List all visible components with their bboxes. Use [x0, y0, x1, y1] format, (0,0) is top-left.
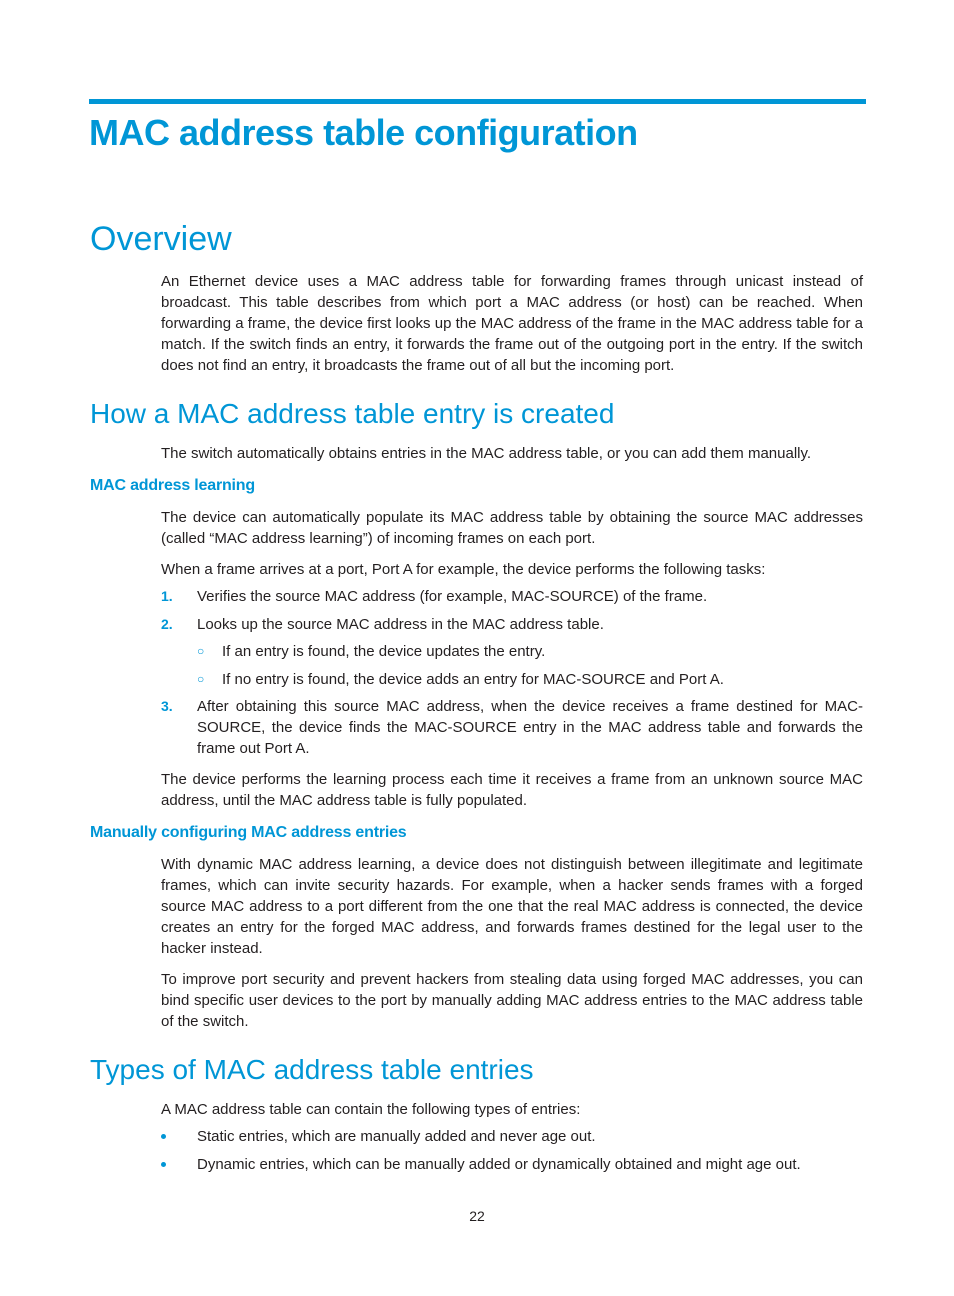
step-number: 1. — [161, 588, 173, 604]
circle-bullet-icon: ○ — [197, 672, 205, 686]
list-item — [161, 614, 863, 635]
list-item — [161, 696, 863, 759]
bullet-icon — [161, 1134, 166, 1139]
overview-paragraph: An Ethernet device uses a MAC address table for forwarding frames through unicast instead of broadcast. This table describes from which port a MAC address (or host) can be reached. When forwarding a frame, the device first looks up the MAC address of the frame in the MAC address table for a match. If the switch finds an entry, it forwards the frame out of the outgoing port in the entry. If the switch does not find an entry, it broadcasts the frame out of all but the incoming port. — [161, 273, 863, 374]
mac-learning-para2: When a frame arrives at a port, Port A for example, the device performs the following tasks: — [161, 561, 766, 578]
manual-config-heading: Manually configuring MAC address entries — [90, 824, 407, 841]
step-number: 2. — [161, 616, 173, 632]
overview-heading: Overview — [90, 220, 232, 258]
manual-config-para1: With dynamic MAC address learning, a device does not distinguish between illegitimate and legitimate frames, which can invite security hazards. For example, when a hacker sends frames with a forged source MAC address to a port different from the one that the real MAC address is connected, the device creates an entry for the forged MAC address, and forwards frames destined for the legal user to the hacker instead. — [161, 856, 863, 957]
list-item — [161, 1126, 863, 1147]
how-created-intro: The switch automatically obtains entries in the MAC address table, or you can add them manually. — [161, 445, 812, 462]
list-item — [161, 669, 863, 690]
bullet-text: Static entries, which are manually added and never age out. — [197, 1128, 596, 1145]
types-intro: A MAC address table can contain the following types of entries: — [161, 1101, 581, 1118]
mac-learning-para3: The device performs the learning process each time it receives a frame from an unknown source MAC address, until the MAC address table is fully populated. — [161, 771, 863, 809]
how-created-heading: How a MAC address table entry is created — [90, 398, 615, 429]
mac-learning-heading: MAC address learning — [90, 477, 255, 494]
bullet-icon — [161, 1162, 166, 1167]
list-item — [161, 586, 863, 607]
page-number: 22 — [469, 1208, 485, 1224]
list-item — [161, 1154, 863, 1175]
substep-text: If no entry is found, the device adds an entry for MAC-SOURCE and Port A. — [222, 671, 724, 688]
bullet-text: Dynamic entries, which can be manually added or dynamically obtained and might age out. — [197, 1156, 801, 1173]
step-number: 3. — [161, 698, 173, 714]
mac-learning-para1: The device can automatically populate its MAC address table by obtaining the source MAC addresses (called “MAC address learning”) of incoming frames on each port. — [161, 509, 863, 547]
step-text: After obtaining this source MAC address, when the device receives a frame destined for MAC-SOURCE, the device finds the MAC-SOURCE entry in the MAC address table and forwards the frame out Port A. — [197, 698, 863, 757]
chapter-top-rule — [89, 99, 866, 104]
manual-config-para2: To improve port security and prevent hackers from stealing data using forged MAC addresses, you can bind specific user devices to the port by manually adding MAC address entries to the MAC address table of the switch. — [161, 971, 863, 1030]
step-text: Looks up the source MAC address in the MAC address table. — [197, 616, 604, 633]
chapter-title: MAC address table configuration — [89, 112, 638, 153]
list-item — [161, 641, 863, 662]
step-text: Verifies the source MAC address (for example, MAC-SOURCE) of the frame. — [197, 588, 708, 605]
types-heading: Types of MAC address table entries — [90, 1054, 534, 1085]
circle-bullet-icon: ○ — [197, 644, 205, 658]
substep-text: If an entry is found, the device updates the entry. — [222, 643, 546, 660]
